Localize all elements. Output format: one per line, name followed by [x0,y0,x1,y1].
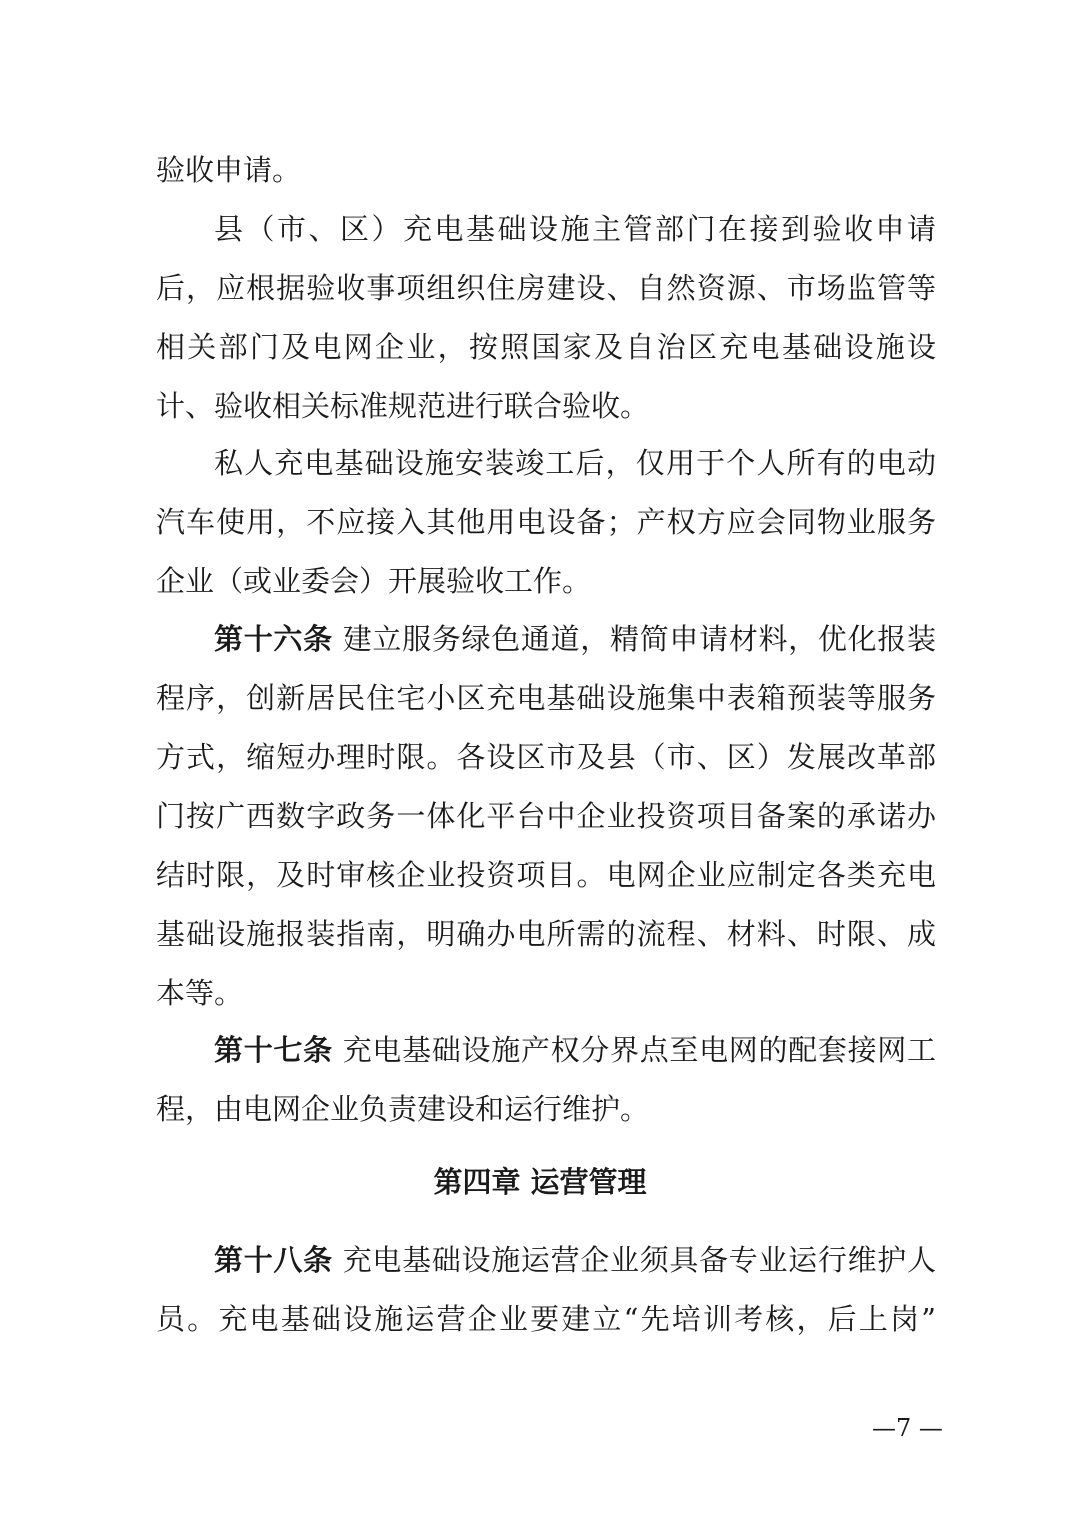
text-span: 程序，创新居民住宅小区充电基础设施集中表箱预装等服务 [156,681,936,715]
article-18-first-line [214,1240,936,1280]
text-span: 充电基础设施产权分界点至电网的配套接网工 [332,1033,936,1067]
paragraph-line [214,443,936,483]
text-span: 方式，缩短办理时限。各设区市及县（市、区）发展改革部 [156,740,936,774]
paragraph-line [156,796,936,836]
text-span: 充电基础设施运营企业须具备专业运行维护人 [332,1243,936,1277]
text-span: 后，应根据验收事项组织住房建设、自然资源、市场监管等 [156,271,936,305]
paragraph-line [156,737,936,777]
text-span: 企业（或业委会）开展验收工作。 [156,564,592,598]
text-span: 建立服务绿色通道，精简申请材料，优化报装 [332,622,936,656]
text-span: 基础设施报装指南，明确办电所需的流程、材料、时限、成 [156,917,936,951]
paragraph-line [214,209,936,249]
paragraph-line [156,855,936,895]
text-span: 县（市、区）充电基础设施主管部门在接到验收申请 [214,212,936,246]
paragraph-line [156,1089,936,1129]
paragraph-line [156,386,936,426]
paragraph-line [156,327,936,367]
paragraph-line [156,914,936,954]
text-span: 计、验收相关标准规范进行联合验收。 [156,389,650,423]
paragraph-line [156,1299,936,1339]
paragraph-line [156,973,936,1013]
page-number: —7 — [872,1414,943,1442]
text-span: 验收申请。 [156,153,302,187]
paragraph-line [156,502,936,542]
article-heading: 第十六条 [214,622,333,656]
text-span: 汽车使用，不应接入其他用电设备；产权方应会同物业服务 [156,505,936,539]
paragraph-line [156,561,936,601]
paragraph-line [156,150,936,190]
text-span: 结时限，及时审核企业投资项目。电网企业应制定各类充电 [156,858,936,892]
text-span: 本等。 [156,976,244,1010]
article-heading: 第十八条 [214,1243,333,1277]
text-span: 程，由电网企业负责建设和运行维护。 [156,1092,650,1126]
paragraph-line [156,268,936,308]
paragraph-line [156,678,936,718]
text-span: 私人充电基础设施安装竣工后，仅用于个人所有的电动 [214,446,936,480]
text-span: 门按广西数字政务一体化平台中企业投资项目备案的承诺办 [156,799,936,833]
chapter-title: 第四章 运营管理 [433,1165,647,1199]
text-span: 相关部门及电网企业，按照国家及自治区充电基础设施设 [156,330,936,364]
article-heading: 第十七条 [214,1033,333,1067]
article-17-first-line [214,1030,936,1070]
text-span: 员。充电基础设施运营企业要建立“先培训考核，后上岗” [156,1302,936,1336]
article-16-first-line [214,619,936,659]
